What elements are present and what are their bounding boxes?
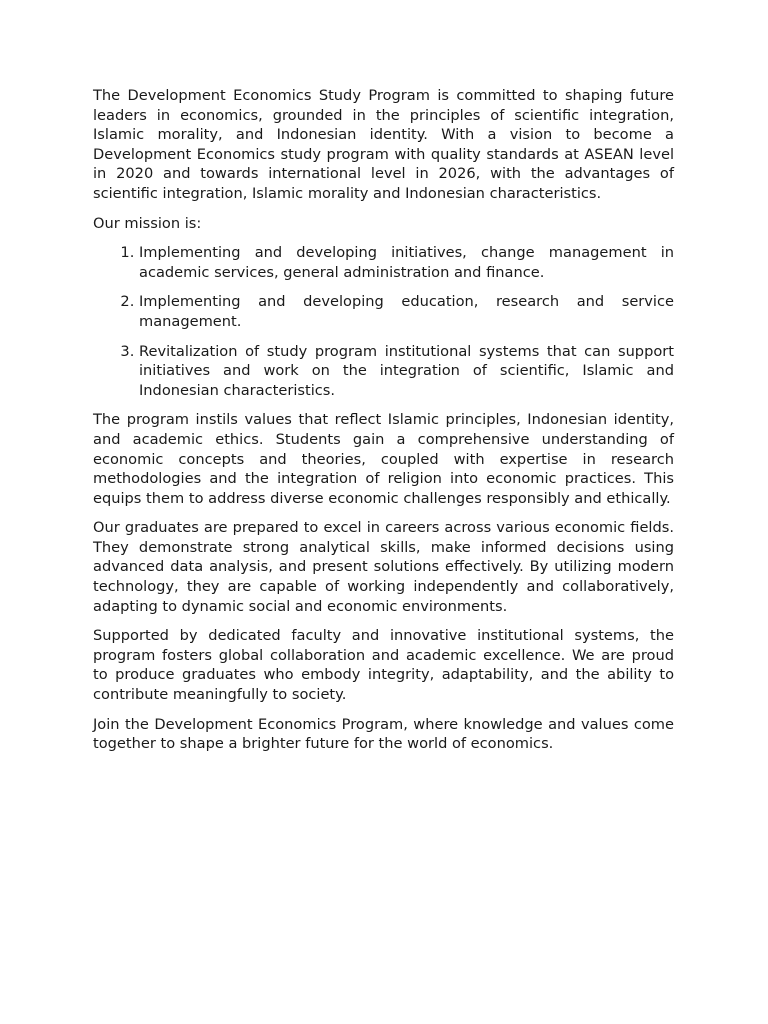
support-paragraph: Supported by dedicated faculty and innovative institutional systems, the program fosters global collaboration and academic excellence. We are proud to produce graduates who embody integrity, adaptability, and the ability to contribute meaningfully to society. — [93, 627, 674, 704]
mission-item-3: 3. Revitalization of study program institutional systems that can support initiatives and work on the integration of scientific, Islamic and Indonesian characteristics. — [139, 342, 674, 401]
closing-paragraph: Join the Development Economics Program, where knowledge and values come together to shape a brighter future for the world of economics. — [93, 715, 674, 753]
values-paragraph: The program instils values that reflect Islamic principles, Indonesian identity, and academic ethics. Students gain a comprehensive understanding of economic concepts and theories, coupled with expertise in research methodologies and the integration of religion into economic practices. This equips them to address diverse economic challenges responsibly and ethically. — [93, 411, 674, 507]
graduates-paragraph: Our graduates are prepared to excel in careers across various economic fields. They demonstrate strong analytical skills, make informed decisions using advanced data analysis, and present solutions effectively. By utilizing modern technology, they are capable of working independently and collaboratively, adapting to dynamic social and economic environments. — [93, 519, 674, 615]
mission-heading: Our mission is: — [93, 214, 202, 232]
intro-paragraph: The Development Economics Study Program is committed to shaping future leaders in economics, grounded in the principles of scientific integration, Islamic morality, and Indonesian identity. With a vision to become a Development Economics study program with quality standards at ASEAN level in 2020 and towards international level in 2026, with the advantages of scientific integration, Islamic morality and Indonesian characteristics. — [93, 87, 674, 202]
document-body — [93, 86, 674, 764]
mission-list — [93, 243, 674, 400]
mission-item-1: 1. Implementing and developing initiatives, change management in academic services, general administration and finance. — [139, 243, 674, 282]
mission-item-2: 2. Implementing and developing education, research and service management. — [139, 292, 674, 331]
